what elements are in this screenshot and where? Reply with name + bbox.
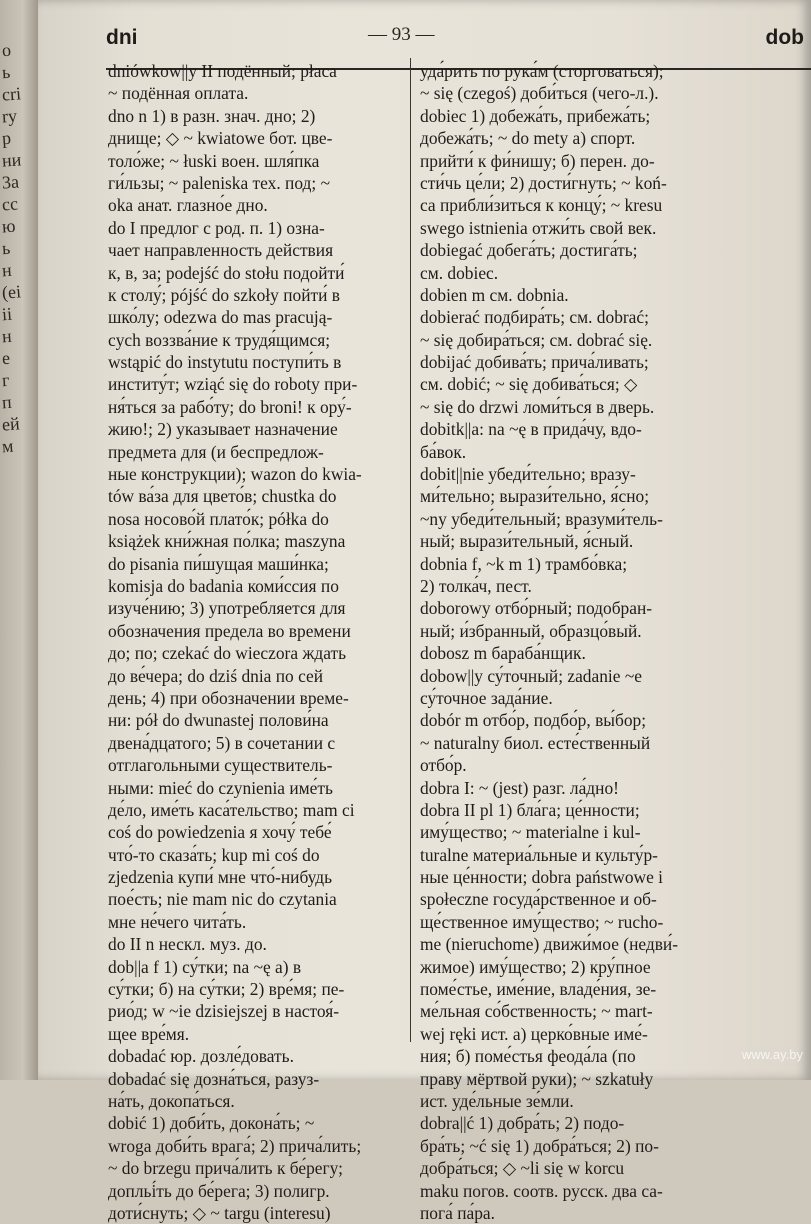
dictionary-line: день; 4) при обозначении време- — [108, 687, 349, 708]
dictionary-line: уда́рить по рука́м (сторговаться); — [420, 61, 664, 81]
dictionary-line: к, в, за; podejść do stołu подойти́ — [108, 262, 345, 283]
dictionary-line: swego istnienia отжи́ть свой век. — [420, 217, 657, 238]
dictionary-line: cych воззва́ние к трудя́щимся; — [108, 329, 331, 350]
dictionary-line: oka анат. глазно́е дно. — [108, 195, 268, 216]
dictionary-line: изуче́нию; 3) употребляется для — [108, 598, 346, 619]
dictionary-line: пога́ па́ра. — [420, 1202, 495, 1223]
dictionary-line: к столу́; pójść do szkoły пойти́ в — [108, 284, 340, 305]
adjacent-page-edge — [0, 0, 38, 1080]
edge-text-fragment: 3а — [1, 171, 20, 193]
left-column — [108, 60, 398, 1224]
edge-text-fragment: (ei — [1, 281, 22, 303]
dictionary-line: dobnia f, ~k m 1) трамбо́вка; — [420, 553, 628, 574]
dictionary-line: до ве́чера; do dziś dnia по сей — [108, 665, 324, 686]
dictionary-line: см. dobiec. — [420, 262, 499, 283]
edge-text-fragment: ь — [1, 61, 11, 83]
dictionary-line: dobić 1) доби́ть, докона́ть; ~ — [108, 1113, 315, 1134]
dictionary-line: праву мёртвой руки); ~ szkatuły — [420, 1068, 654, 1089]
dictionary-line: прийти́ к фи́нишу; б) перен. до- — [420, 150, 655, 171]
dictionary-line: dobosz m бараба́нщик. — [420, 643, 586, 664]
dictionary-line: ба́вок. — [420, 441, 467, 462]
dictionary-line: ~ naturalny биол. есте́ственный — [420, 732, 651, 753]
dictionary-line: бра́ть; ~ć się 1) добра́ться; 2) по- — [420, 1135, 659, 1156]
dictionary-line: dobra I: ~ (jest) разг. ла́дно! — [420, 777, 619, 798]
dictionary-line: ~ny убеди́тельный; вразуми́тель- — [420, 508, 663, 529]
dictionary-line: maku погов. соотв. русск. два са- — [420, 1180, 663, 1201]
dictionary-line: dobadać юр. дозле́довать. — [108, 1046, 294, 1067]
right-column — [420, 60, 710, 1224]
dictionary-line: wstąpić do instytutu поступи́ть в — [108, 352, 342, 373]
dictionary-line: иму́щество; ~ materialne i kul- — [420, 822, 641, 843]
dictionary-line: ги́льзы; ~ paleniska тех. под; ~ — [108, 172, 330, 193]
dictionary-line: пое́сть; nie mam nic do czytania — [108, 889, 337, 910]
dictionary-line: ~ do brzegu прича́лить к бе́регу; — [108, 1158, 343, 1179]
dictionary-line: dobiegać добега́ть; достига́ть; — [420, 240, 638, 261]
dictionary-line: ~ подённая оплата. — [108, 83, 249, 104]
dictionary-line: мне не́чего чита́ть. — [108, 911, 247, 932]
dictionary-line: см. dobić; ~ się добива́ться; ◇ — [420, 374, 638, 395]
edge-text-fragment: сc — [1, 193, 19, 215]
dictionary-line: отбо́р. — [420, 755, 467, 776]
dictionary-line: толо́же; ~ łuski воен. шля́пка — [108, 150, 320, 171]
dictionary-line: до; по; czekać do wieczora ждать — [108, 643, 347, 664]
dictionary-line: ме́льная со́бственность; ~ mart- — [420, 1001, 653, 1022]
dictionary-line: dob||a f 1) су́тки; na ~ę а) в — [108, 956, 302, 977]
dictionary-line: ными: mieć do czynienia име́ть — [108, 777, 333, 798]
page-number: — 93 — — [368, 24, 435, 45]
dictionary-line: dniówkow||y II подённый; płaca — [108, 61, 337, 81]
dictionary-line: су́тки; б) на су́тки; 2) вре́мя; пе- — [108, 979, 345, 1000]
edge-text-fragment: ей — [1, 413, 21, 435]
dictionary-line: ~ się (czegoś) доби́ться (чего-л.). — [420, 83, 659, 104]
dictionary-line: społeczne госуда́рственное и об- — [420, 889, 657, 910]
dictionary-line: что́-то сказа́ть; kup mi coś do — [108, 844, 320, 865]
dictionary-line: dno n 1) в разн. знач. дно; 2) — [108, 105, 316, 126]
dictionary-line: допльі́ть до бе́рега; 3) полигр. — [108, 1180, 330, 1201]
dictionary-line: tów ва́за для цвето́в; chustka do — [108, 486, 337, 507]
column-divider — [410, 58, 411, 1042]
dictionary-line: доти́снуть; ◇ ~ targu (interesu) — [108, 1202, 331, 1223]
dictionary-line: добежа́ть; ~ do mety а) спорт. — [420, 128, 636, 149]
dictionary-line: turalne материа́льные и культу́р- — [420, 844, 658, 865]
edge-text-fragment: o — [1, 39, 12, 61]
dictionary-line: dobiec 1) добежа́ть, прибежа́ть; — [420, 105, 651, 126]
dictionary-line: do pisania пи́шущая маши́нка; — [108, 553, 329, 574]
dictionary-line: ня́ться за рабо́ту; do broni! к ору́- — [108, 396, 352, 417]
edge-text-fragment: cri — [1, 83, 22, 105]
dictionary-line: ~ się добира́ться; см. dobrać się. — [420, 329, 653, 350]
dictionary-line: институ́т; wziąć się do roboty при- — [108, 374, 358, 395]
dictionary-line: dobór m отбо́р, подбо́р, вы́бор; — [420, 710, 647, 731]
dictionary-line: dobierać подбира́ть; см. dobrać; — [420, 307, 649, 328]
dictionary-line: ный; и́збранный, образцо́вый. — [420, 620, 642, 641]
dictionary-line: dobien m см. dobnia. — [420, 284, 569, 305]
dictionary-line: wroga доби́ть врага́; 2) прича́лить; — [108, 1135, 362, 1156]
dictionary-line: жию!; 2) указывает назначение — [108, 419, 338, 440]
dictionary-line: двена́дцатого; 5) в сочетании с — [108, 732, 336, 753]
edge-text-fragment: м — [1, 435, 15, 457]
dictionary-line: książek кни́жная по́лка; maszyna — [108, 531, 346, 552]
dictionary-line: отглагольными существитель- — [108, 755, 333, 776]
dictionary-line: wej ręki ист. а) церко́вные име́- — [420, 1023, 648, 1044]
dictionary-line: шко́лу; odezwa do mas pracują- — [108, 307, 333, 328]
dictionary-line: де́ло, име́ть каса́тельство; mam ci — [108, 799, 355, 820]
dictionary-line: са прибли́зиться к концу́; ~ kresu — [420, 195, 663, 216]
dictionary-line: doborowy отбо́рный; подобран- — [420, 598, 653, 619]
dictionary-line: ист. уде́льные зе́мли. — [420, 1090, 574, 1111]
dictionary-line: dobra||ć 1) добра́ть; 2) подо- — [420, 1113, 625, 1134]
dictionary-line: zjedzenia купи́ мне что́-нибудь — [108, 867, 333, 888]
edge-text-fragment: ь — [1, 237, 11, 259]
dictionary-line: ми́тельно; вырази́тельно, я́сно; — [420, 486, 650, 507]
dictionary-line: dobow||y су́точный; zadanie ~e — [420, 665, 642, 686]
edge-text-fragment: р — [1, 127, 12, 149]
edge-text-fragment: ни — [1, 149, 22, 171]
dictionary-line: чает направленность действия — [108, 240, 334, 261]
dictionary-line: предмета для (и беспредлож- — [108, 441, 324, 462]
dictionary-line: nosa носово́й плато́к; półka do — [108, 508, 329, 529]
dictionary-line: ще́ственное иму́щество; ~ rucho- — [420, 911, 664, 932]
dictionary-line: на́ть, докопа́ться. — [108, 1090, 235, 1111]
edge-text-fragment: ii — [1, 303, 13, 325]
right-running-headword: dob — [765, 26, 804, 49]
dictionary-line: dobit||nie убеди́тельно; вразу- — [420, 464, 636, 485]
dictionary-line: coś do powiedzenia я хочу́ тебе́ — [108, 822, 332, 843]
dictionary-line: сти́чь це́ли; 2) дости́гнуть; ~ koń- — [420, 172, 667, 193]
dictionary-line: ~ się do drzwi ломи́ться в дверь. — [420, 396, 655, 417]
left-running-headword: dni — [106, 26, 138, 49]
edge-text-fragment: ю — [1, 215, 17, 237]
dictionary-line: ни: pół do dwunastej полови́на — [108, 710, 329, 731]
edge-text-fragment: н — [1, 259, 13, 281]
dictionary-line: dobijać добива́ть; прича́ливать; — [420, 352, 649, 373]
edge-text-fragment: г — [1, 369, 11, 391]
dictionary-line: do II n нескл. муз. до. — [108, 934, 267, 955]
dictionary-line: ные конструкции); wazon do kwia- — [108, 464, 362, 485]
dictionary-line: 2) толка́ч, пест. — [420, 575, 532, 596]
dictionary-line: жимое) иму́щество; 2) кру́пное — [420, 956, 651, 977]
dictionary-line: рио́д; w ~ie dzisiejszej в настоя́- — [108, 1001, 340, 1022]
edge-text-fragment: e — [1, 347, 11, 369]
watermark: www.ay.by — [741, 1047, 803, 1062]
edge-text-fragment: ry — [1, 105, 18, 127]
dictionary-line: поме́стье, име́ние, владе́ния, зе- — [420, 979, 657, 1000]
dictionary-line: ния; б) поме́стья феода́ла (по — [420, 1046, 636, 1067]
edge-text-fragment: н — [1, 325, 13, 347]
dictionary-line: обозначения предела во времени — [108, 620, 351, 641]
dictionary-line: ные це́нности; dobra państwowe i — [420, 867, 663, 888]
dictionary-line: dobra II pl 1) бла́га; це́нности; — [420, 799, 640, 820]
dictionary-line: dobitk||a: na ~ę в прида́чу, вдо- — [420, 419, 642, 440]
dictionary-line: ный; вырази́тельный, я́сный. — [420, 531, 634, 552]
dictionary-line: do I предлог с род. п. 1) озна- — [108, 217, 325, 238]
dictionary-line: dobadać się дозна́ться, разуз- — [108, 1068, 320, 1089]
dictionary-line: me (nieruchome) движи́мое (недви́- — [420, 934, 679, 955]
dictionary-line: щее вре́мя. — [108, 1023, 190, 1044]
edge-text-fragment: п — [1, 391, 13, 413]
dictionary-line: добра́ться; ◇ ~li się w korcu — [420, 1158, 625, 1179]
dictionary-line: днище; ◇ ~ kwiatowe бот. цве- — [108, 128, 333, 149]
dictionary-line: komisja do badania коми́ссия по — [108, 575, 339, 596]
dictionary-line: су́точное зада́ние. — [420, 687, 553, 708]
page-header — [68, 18, 808, 54]
